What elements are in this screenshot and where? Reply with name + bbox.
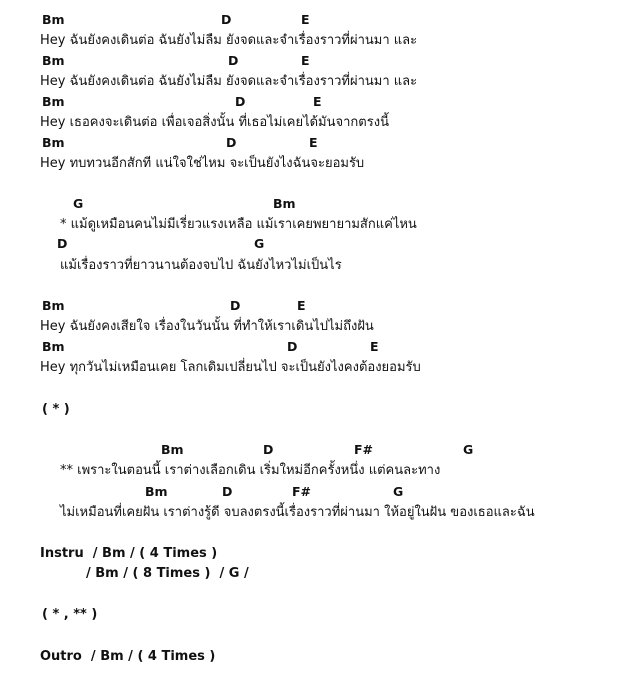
chord: G [73, 196, 84, 211]
chord: Bm [42, 94, 65, 109]
chord: E [309, 135, 318, 150]
chord: E [297, 298, 306, 313]
lyric-line: ไม่เหมือนที่เคยฝัน เราต่างรู้ดี จบลงตรงนี้เรื่องราวที่ผ่านมา ให้อยู่ในฝัน ของเธอและฉัน [60, 505, 535, 520]
outro-line: Outro / Bm / ( 4 Times ) [40, 649, 216, 664]
chord: Bm [161, 442, 184, 457]
lyric-line: Hey เธอคงจะเดินต่อ เพื่อเจอสิ่งนั้น ที่เธอไม่เคยได้มันจากตรงนี้ [40, 115, 389, 130]
chord: D [235, 94, 246, 109]
lyric-line: Hey ฉันยังคงเดินต่อ ฉันยังไม่ลืม ยังจดและจำเรื่องราวที่ผ่านมา และ [40, 33, 418, 48]
chord: D [57, 236, 68, 251]
chord: D [228, 53, 239, 68]
chord: G [393, 484, 404, 499]
chord: D [221, 12, 232, 27]
chord: Bm [42, 339, 65, 354]
chord: F# [292, 484, 312, 499]
chord: Bm [42, 298, 65, 313]
chord: D [263, 442, 274, 457]
lyric-line: ** เพราะในตอนนี้ เราต่างเลือกเดิน เริ่มใหม่อีกครั้งหนึ่ง แต่คนละทาง [60, 463, 441, 478]
chord: G [463, 442, 474, 457]
chord: Bm [273, 196, 296, 211]
chord: Bm [145, 484, 168, 499]
repeat-marker: ( * , ** ) [42, 607, 98, 622]
chord: Bm [42, 53, 65, 68]
chord: G [254, 236, 265, 251]
lyric-line: แม้เรื่องราวที่ยาวนานต้องจบไป ฉันยังไหวไม่เป็นไร [60, 258, 342, 273]
lyric-line: Hey ฉันยังคงเสียใจ เรื่องในวันนั้น ที่ทำให้เราเดินไปไม่ถึงฝัน [40, 319, 374, 334]
chord: D [287, 339, 298, 354]
chord: D [230, 298, 241, 313]
chord: D [226, 135, 237, 150]
repeat-marker: ( * ) [42, 402, 70, 417]
chord: Bm [42, 12, 65, 27]
lyric-line: Hey ฉันยังคงเดินต่อ ฉันยังไม่ลืม ยังจดและจำเรื่องราวที่ผ่านมา และ [40, 74, 418, 89]
chord: E [313, 94, 322, 109]
chord: F# [354, 442, 374, 457]
chord: Bm [42, 135, 65, 150]
instru-line: Instru / Bm / ( 4 Times ) [40, 546, 218, 561]
chord: E [301, 53, 310, 68]
chord: E [301, 12, 310, 27]
lyric-line: Hey ทุกวันไม่เหมือนเคย โลกเดิมเปลี่ยนไป จะเป็นยังไงคงต้องยอมรับ [40, 360, 421, 375]
chord: E [370, 339, 379, 354]
chord: D [222, 484, 233, 499]
instru-line: / Bm / ( 8 Times ) / G / [86, 566, 249, 581]
lyric-line: Hey ทบทวนอีกสักที แน่ใจใช่ไหม จะเป็นยังไงฉันจะยอมรับ [40, 156, 365, 171]
lyric-line: * แม้ดูเหมือนคนไม่มีเรี่ยวแรงเหลือ แม้เราเคยพยายามสักแค่ไหน [60, 217, 417, 232]
